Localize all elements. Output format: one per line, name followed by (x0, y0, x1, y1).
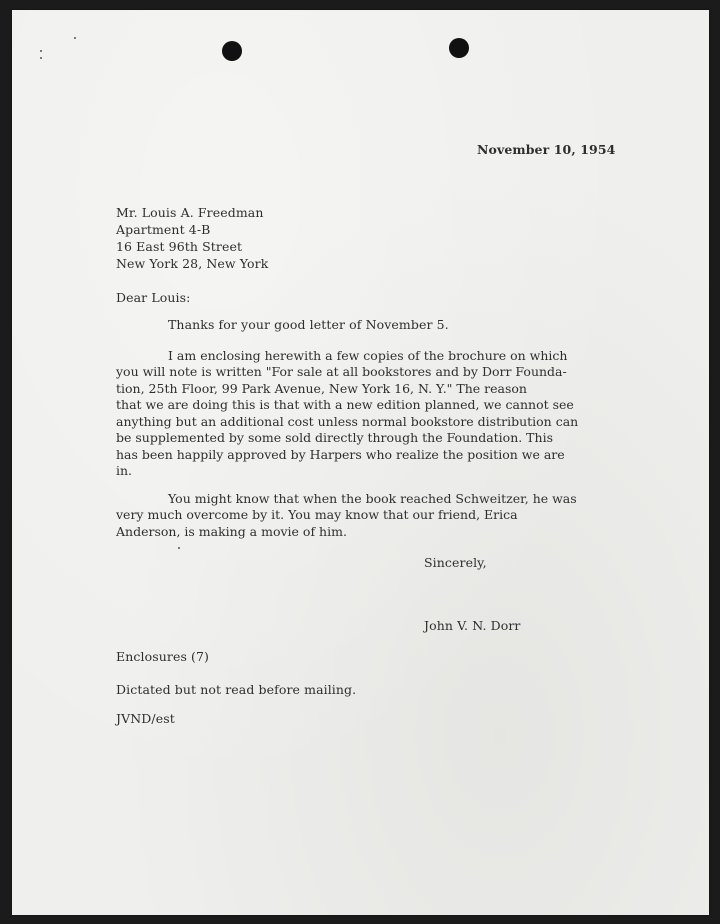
paragraph-line: that we are doing this is that with a new edition planned, we cannot see (116, 397, 574, 412)
paragraph-line: anything but an additional cost unless normal bookstore distribution can (116, 414, 579, 429)
paragraph-1: Thanks for your good letter of November 5. (168, 317, 449, 332)
letter-page (12, 10, 709, 915)
recipient-apartment: Apartment 4-B (116, 222, 211, 237)
enclosures-note: Enclosures (7) (116, 649, 210, 664)
paragraph-line: You might know that when the book reached Schweitzer, he was (168, 491, 577, 506)
closing: Sincerely, (424, 555, 487, 570)
page-speck (40, 57, 42, 59)
paragraph-line: you will note is written "For sale at all bookstores and by Dorr Founda- (116, 364, 567, 379)
punch-hole-right (449, 38, 469, 58)
page-speck (178, 547, 180, 549)
page-speck (40, 50, 42, 52)
letter-date: November 10, 1954 (477, 142, 616, 157)
paragraph-line: has been happily approved by Harpers who realize the position we are (116, 447, 565, 462)
recipient-name: Mr. Louis A. Freedman (116, 205, 264, 220)
paragraph-line: tion, 25th Floor, 99 Park Avenue, New York 16, N. Y." The reason (116, 381, 527, 396)
paragraph-line: very much overcome by it. You may know that our friend, Erica (116, 507, 518, 522)
salutation: Dear Louis: (116, 290, 191, 305)
recipient-street: 16 East 96th Street (116, 239, 243, 254)
paragraph-line: Anderson, is making a movie of him. (116, 524, 347, 539)
typist-initials: JVND/est (116, 711, 175, 726)
signature-name: John V. N. Dorr (424, 618, 521, 633)
paragraph-line: in. (116, 463, 133, 478)
dictation-note: Dictated but not read before mailing. (116, 682, 357, 697)
page-speck (74, 37, 76, 39)
paragraph-line: I am enclosing herewith a few copies of the brochure on which (168, 348, 568, 363)
punch-hole-left (222, 41, 242, 61)
paragraph-line: be supplemented by some sold directly through the Foundation. This (116, 430, 553, 445)
recipient-city: New York 28, New York (116, 256, 269, 271)
